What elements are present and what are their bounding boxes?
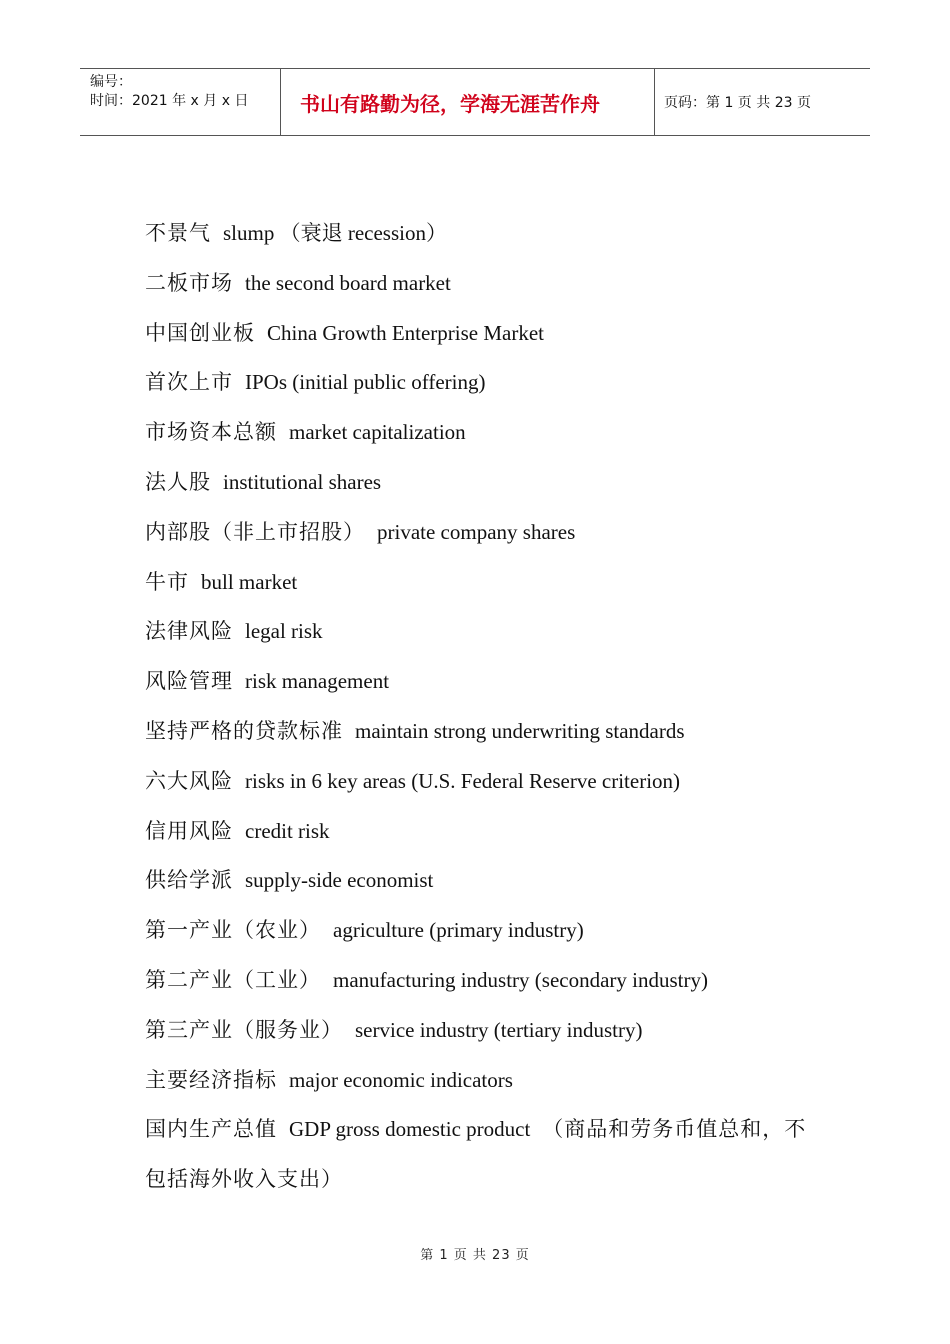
page-info-text: 页码：第 1 页 共 23 页 — [664, 95, 811, 111]
entry-chinese: 供给学派 — [145, 868, 233, 893]
entry-english: risk management — [245, 669, 390, 694]
entry-english: major economic indicators — [289, 1067, 513, 1092]
entry-chinese: 法人股 — [145, 469, 211, 494]
glossary-entry — [145, 906, 825, 956]
entry-english: private company shares — [377, 519, 576, 544]
entry-chinese: 市场资本总额 — [145, 420, 277, 445]
glossary-entry — [145, 856, 825, 906]
entry-english: the second board market — [245, 270, 451, 295]
entry-english: slump （衰退 recession） — [223, 221, 447, 245]
entry-chinese: 主要经济指标 — [145, 1067, 277, 1092]
entry-chinese: 牛市 — [145, 569, 189, 594]
header-page-info — [655, 69, 870, 135]
entry-english: risks in 6 key areas (U.S. Federal Reserve criterion) — [245, 768, 681, 793]
entry-chinese: 法律风险 — [145, 619, 233, 644]
page-footer — [0, 1244, 950, 1263]
glossary-entry — [145, 259, 825, 309]
entry-chinese: 第二产业（工业） — [145, 967, 321, 992]
entry-english: manufacturing industry (secondary industry) — [333, 967, 708, 992]
entry-chinese: 中国创业板 — [145, 320, 255, 345]
entry-chinese: 国内生产总值 — [145, 1117, 277, 1142]
glossary-entry — [145, 607, 825, 657]
entry-chinese: 信用风险 — [145, 818, 233, 843]
date-label: 时间：2021 年 x 月 x 日 — [90, 93, 249, 109]
glossary-entry — [145, 807, 825, 857]
entry-chinese: 坚持严格的贷款标准 — [145, 718, 343, 743]
entry-english: IPOs (initial public offering) — [245, 370, 486, 395]
motto-text: 书山有路勤为径，学海无涯苦作舟 — [300, 91, 600, 116]
entry-chinese: 二板市场 — [145, 270, 233, 295]
number-label: 编号： — [90, 74, 132, 90]
glossary-entry — [145, 408, 825, 458]
entry-note: （商品和劳务币值总和，不包括海外收入支出） — [145, 1117, 807, 1192]
entry-english: supply-side economist — [245, 868, 434, 893]
entry-chinese: 风险管理 — [145, 669, 233, 694]
glossary-entry — [145, 1105, 825, 1205]
entry-chinese: 内部股（非上市招股） — [145, 519, 365, 544]
entry-english: agriculture (primary industry) — [333, 918, 584, 943]
entry-english: maintain strong underwriting standards — [355, 718, 685, 743]
entry-english: China Growth Enterprise Market — [267, 320, 545, 345]
entry-chinese: 不景气 — [145, 221, 211, 245]
glossary-entry — [145, 508, 825, 558]
glossary-entry — [145, 309, 825, 359]
footer-page-number: 第 1 页 共 23 页 — [420, 1248, 530, 1263]
entry-english: bull market — [201, 569, 298, 594]
glossary-entry — [145, 358, 825, 408]
header-meta — [80, 69, 281, 135]
document-header — [80, 68, 870, 136]
header-motto — [281, 69, 655, 135]
glossary-entry — [145, 558, 825, 608]
entry-english: institutional shares — [223, 469, 382, 494]
entry-english: market capitalization — [289, 420, 466, 445]
entry-chinese: 第三产业（服务业） — [145, 1017, 343, 1042]
glossary-list — [145, 209, 825, 1205]
glossary-entry — [145, 1006, 825, 1056]
entry-english: service industry (tertiary industry) — [355, 1017, 643, 1042]
entry-chinese: 第一产业（农业） — [145, 918, 321, 943]
glossary-entry — [145, 956, 825, 1006]
entry-english: GDP gross domestic product — [289, 1117, 531, 1142]
glossary-entry — [145, 209, 825, 259]
glossary-entry — [145, 1056, 825, 1106]
entry-chinese: 首次上市 — [145, 370, 233, 395]
entry-english: credit risk — [245, 818, 330, 843]
entry-english: legal risk — [245, 619, 323, 644]
glossary-entry — [145, 757, 825, 807]
glossary-entry — [145, 707, 825, 757]
glossary-entry — [145, 657, 825, 707]
glossary-entry — [145, 458, 825, 508]
entry-chinese: 六大风险 — [145, 768, 233, 793]
